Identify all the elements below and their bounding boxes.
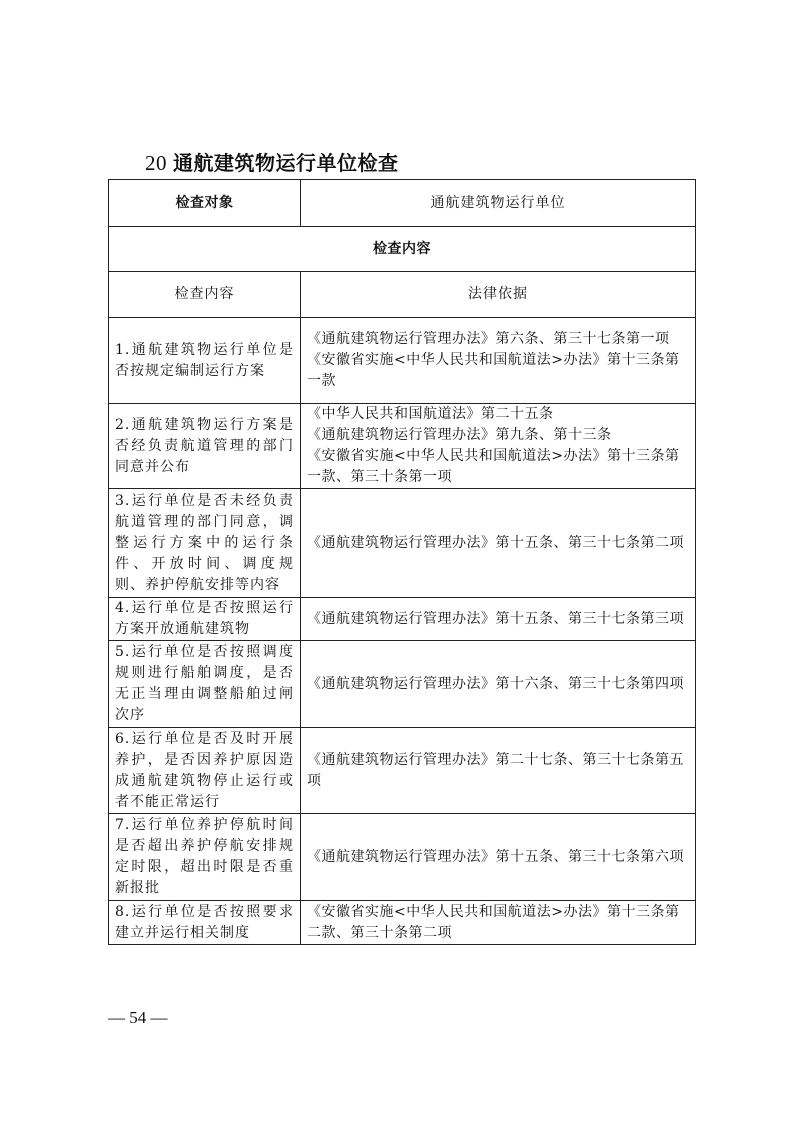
inspection-table xyxy=(108,179,696,945)
check-item: 2.通航建筑物运行方案是否经负责航道管理的部门同意并公布 xyxy=(109,404,301,489)
check-item: 4.运行单位是否按照运行方案开放通航建筑物 xyxy=(109,598,301,641)
legal-basis xyxy=(301,489,696,598)
legal-basis-line: 《安徽省实施<中华人民共和国航道法>办法》第十三条第二款、第三十条第二项 xyxy=(307,903,680,941)
table-row xyxy=(109,318,696,404)
legal-basis-line: 《通航建筑物运行管理办法》第二十七条、第三十七条第五项 xyxy=(307,751,684,789)
object-row xyxy=(109,180,696,227)
section-label: 检查内容 xyxy=(109,227,696,272)
page-number: — 54 — xyxy=(108,1008,168,1027)
table-row xyxy=(109,641,696,728)
legal-basis-line: 《通航建筑物运行管理办法》第十五条、第三十七条第二项 xyxy=(307,534,684,551)
check-item: 3.运行单位是否未经负责航道管理的部门同意，调整运行方案中的运行条件、开放时间、调度规则、养护停航安排等内容 xyxy=(109,489,301,598)
check-item: 6.运行单位是否及时开展养护，是否因养护原因造成通航建筑物停止运行或者不能正常运行 xyxy=(109,728,301,814)
legal-basis-line: 《安徽省实施<中华人民共和国航道法>办法》第十三条第一款、第三十条第一项 xyxy=(307,448,680,485)
legal-basis-line: 《通航建筑物运行管理办法》第十五条、第三十七条第六项 xyxy=(307,848,684,865)
object-value: 通航建筑物运行单位 xyxy=(301,180,696,227)
inspection-table-body xyxy=(109,180,696,945)
legal-basis xyxy=(301,404,696,489)
check-item: 5.运行单位是否按照调度规则进行船舶调度，是否无正当理由调整船舶过闸次序 xyxy=(109,641,301,728)
object-label: 检查对象 xyxy=(109,180,301,227)
check-item: 7.运行单位养护停航时间是否超出养护停航安排规定时限，超出时限是否重新报批 xyxy=(109,814,301,901)
table-row xyxy=(109,598,696,641)
legal-basis xyxy=(301,641,696,728)
table-row xyxy=(109,901,696,945)
legal-basis-line: 《通航建筑物运行管理办法》第九条、第十三条 xyxy=(307,427,612,443)
legal-basis xyxy=(301,598,696,641)
legal-basis xyxy=(301,728,696,814)
table-row xyxy=(109,814,696,901)
section-row xyxy=(109,227,696,272)
check-item: 8.运行单位是否按照要求建立并运行相关制度 xyxy=(109,901,301,945)
legal-basis-line: 《通航建筑物运行管理办法》第六条、第三十七条第一项 xyxy=(307,331,670,347)
legal-basis xyxy=(301,814,696,901)
section-title: 通航建筑物运行单位检查 xyxy=(173,151,399,175)
column-header-row xyxy=(109,272,696,318)
legal-basis xyxy=(301,318,696,404)
legal-basis-line: 《通航建筑物运行管理办法》第十六条、第三十七条第四项 xyxy=(307,675,684,692)
legal-basis xyxy=(301,901,696,945)
legal-basis-line: 《通航建筑物运行管理办法》第十五条、第三十七条第三项 xyxy=(307,610,684,627)
table-row xyxy=(109,404,696,489)
page-title xyxy=(145,147,399,176)
section-number: 20 xyxy=(145,151,167,175)
check-item: 1.通航建筑物运行单位是否按规定编制运行方案 xyxy=(109,318,301,404)
legal-basis-line: 《安徽省实施<中华人民共和国航道法>办法》第十三条第一款 xyxy=(307,352,680,389)
column-header-basis: 法律依据 xyxy=(301,272,696,318)
column-header-content: 检查内容 xyxy=(109,272,301,318)
table-row xyxy=(109,489,696,598)
legal-basis-line: 《中华人民共和国航道法》第二十五条 xyxy=(307,406,554,422)
table-row xyxy=(109,728,696,814)
